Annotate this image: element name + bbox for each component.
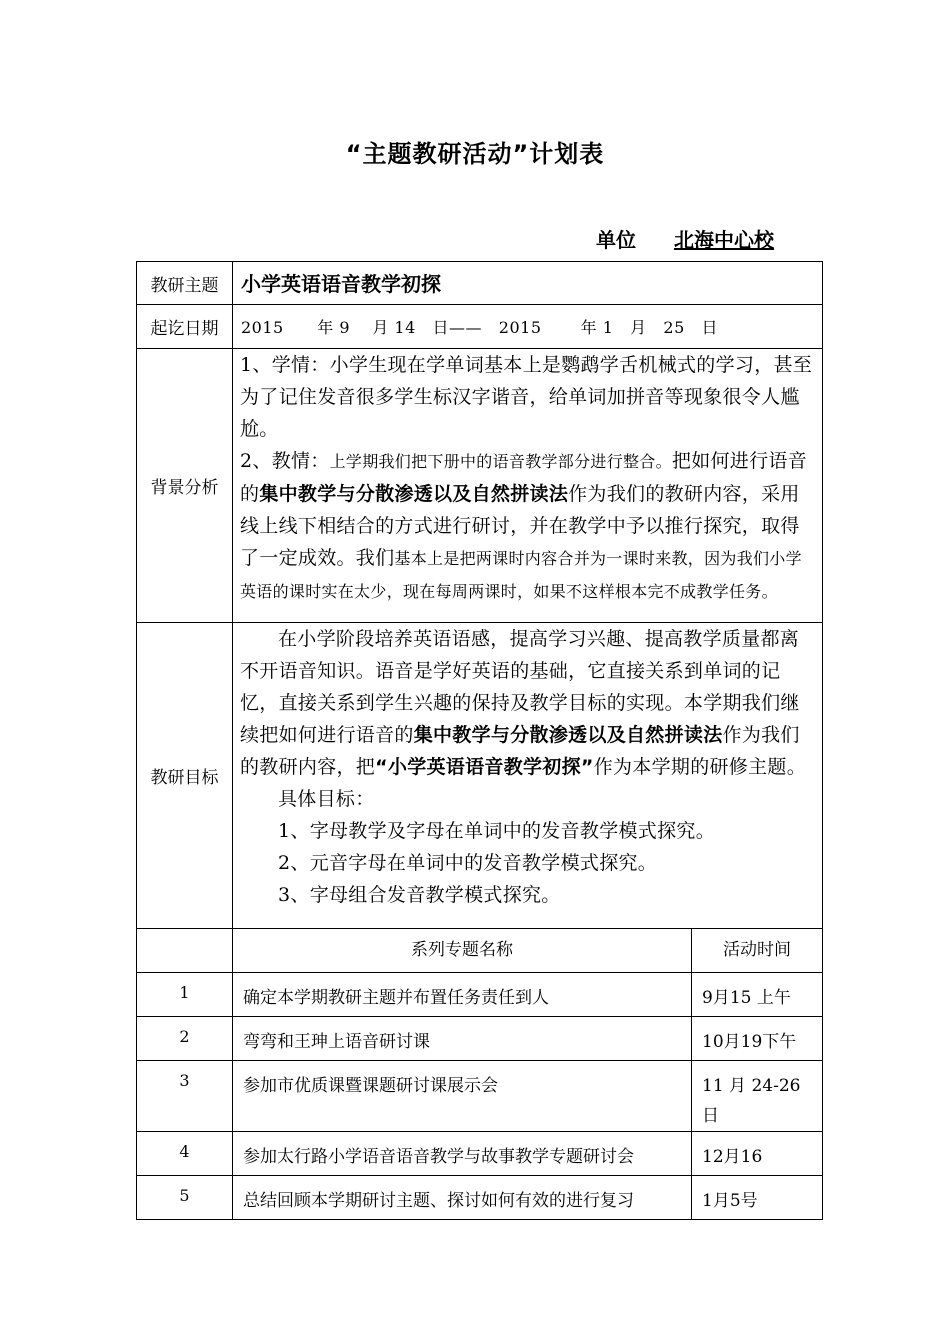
- series-row: [137, 1061, 823, 1132]
- series-name: 参加市优质课暨课题研讨课展示会: [233, 1061, 692, 1132]
- series-row: [137, 1132, 823, 1176]
- background-p2-b: 作为我们的教研内容，采用线上线下相结合的方式进行研讨，并在教学中予以推行探究，取得了一定成效。我们: [240, 483, 800, 569]
- series-name: 总结回顾本学期研讨主题、探讨如何有效的进行复习: [233, 1176, 692, 1220]
- goal-item: 3、字母组合发音教学模式探究。: [278, 884, 561, 906]
- background-p2-lead: 2、教情：: [240, 450, 330, 472]
- unit-line: [596, 224, 774, 253]
- series-no: 2: [137, 1017, 233, 1061]
- series-row: [137, 1017, 823, 1061]
- series-time: 9月15 上午: [692, 973, 823, 1017]
- series-header-name: 系列专题名称: [233, 929, 692, 973]
- topic-label: 教研主题: [137, 262, 233, 305]
- series-row: [137, 973, 823, 1017]
- background-p1: 1、学情：小学生现在学单词基本上是鹦鹉学舌机械式的学习，甚至为了记住发音很多学生标汉字谐音，给单词加拼音等现象很令人尴尬。: [240, 354, 813, 440]
- series-no: 1: [137, 973, 233, 1017]
- goal-item: 1、字母教学及字母在单词中的发音教学模式探究。: [278, 820, 715, 842]
- background-p2-small: 上学期我们把下册中的语音教学部分进行整合。: [329, 452, 672, 471]
- background-p2-bold: 集中教学与分散渗透以及自然拼读法: [259, 483, 569, 505]
- goals-p1: [240, 623, 815, 783]
- goals-p1-a: 在小学阶段培养英语语感，提高学习兴趣、提高教学质量都离不开语音知识。语音是学好英语的基础，它直接关系到单词的记忆，直接关系到学生兴趣的保持及教学目标的实现。本学期我们继续把如何进行语音的: [240, 628, 800, 746]
- goal-item: 2、元音字母在单词中的发音教学模式探究。: [278, 852, 658, 874]
- goals-p1-b: 作为我们的教研内容，把: [240, 724, 800, 778]
- goals-p1-bold2: “小学英语语音教学初探”: [375, 756, 594, 778]
- series-no: 5: [137, 1176, 233, 1220]
- series-no: 4: [137, 1132, 233, 1176]
- series-header-empty: [137, 929, 233, 973]
- series-time: 10月19下午: [692, 1017, 823, 1061]
- background-label: 背景分析: [137, 349, 233, 623]
- goals-p1-c: 作为本学期的研修主题。: [593, 756, 806, 778]
- background-p2-a: 把如何进行语音的: [240, 450, 808, 505]
- goals-label: 教研目标: [137, 623, 233, 929]
- background-row: [137, 349, 823, 623]
- series-name: 参加太行路小学语音语音教学与故事教学专题研讨会: [233, 1132, 692, 1176]
- goals-text: [233, 623, 823, 929]
- topic-row: [137, 262, 823, 305]
- goals-specific: 具体目标：: [278, 788, 375, 810]
- series-header-time: 活动时间: [692, 929, 823, 973]
- goals-row: [137, 623, 823, 929]
- page-title: “主题教研活动”计划表: [345, 140, 605, 168]
- series-row: [137, 1176, 823, 1220]
- date-value: 2015 年 9 月 14 日—— 2015 年 1 月 25 日: [233, 305, 823, 349]
- series-header-row: [137, 929, 823, 973]
- series-name: 弯弯和王珅上语音研讨课: [233, 1017, 692, 1061]
- series-no: 3: [137, 1061, 233, 1132]
- series-time: 11 月 24-26日: [692, 1061, 823, 1132]
- topic-value: 小学英语语音教学初探: [233, 262, 823, 305]
- unit-label: 单位: [596, 228, 636, 252]
- series-time: 12月16: [692, 1132, 823, 1176]
- series-name: 确定本学期教研主题并布置任务责任到人: [233, 973, 692, 1017]
- plan-table: [136, 261, 823, 1220]
- series-time: 1月5号: [692, 1176, 823, 1220]
- unit-name: 北海中心校: [674, 228, 774, 252]
- background-p2-tail: 基本上是把两课时内容合并为一课时来教，因为我们小学英语的课时实在太少，现在每周两课时，如果不这样根本完不成教学任务。: [240, 549, 802, 601]
- date-label: 起讫日期: [137, 305, 233, 349]
- background-text: [233, 349, 823, 623]
- goals-p1-bold: 集中教学与分散渗透以及自然拼读法: [413, 724, 723, 746]
- date-row: [137, 305, 823, 349]
